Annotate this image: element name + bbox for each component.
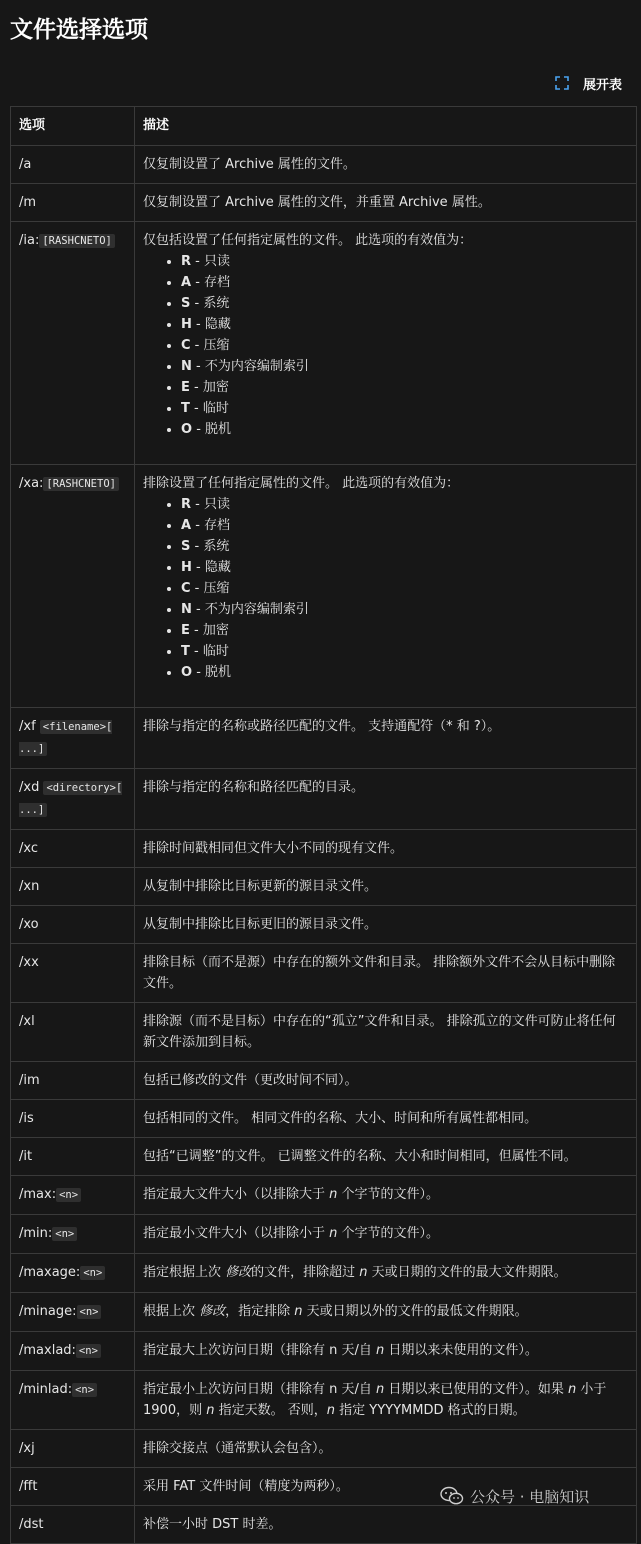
description-text: 排除与指定的名称和路径匹配的目录。 (143, 780, 365, 795)
option-name: /m (19, 195, 37, 210)
option-cell (11, 1371, 135, 1430)
option-name: /im (19, 1073, 40, 1088)
table-row (11, 944, 637, 1003)
option-name: /min: (19, 1226, 53, 1241)
description-cell (135, 1138, 637, 1176)
option-code: <n> (80, 1266, 105, 1280)
list-item: • T - 临时 (181, 398, 626, 419)
description-cell (135, 146, 637, 184)
description-text: 从复制中排除比目标更新的源目录文件。 (143, 879, 378, 894)
description-cell (135, 708, 637, 769)
description-text: 仅复制设置了 Archive 属性的文件，并重置 Archive 属性。 (143, 195, 491, 210)
table-row (11, 1062, 637, 1100)
option-code: <n> (76, 1344, 101, 1358)
option-name: /xc (19, 841, 38, 856)
description-cell (135, 868, 637, 906)
option-name: /xo (19, 917, 39, 932)
description-cell (135, 1430, 637, 1468)
list-item: • N - 不为内容编制索引 (181, 356, 626, 377)
option-cell (11, 1003, 135, 1062)
list-item: • S - 系统 (181, 536, 626, 557)
table-row (11, 1293, 637, 1332)
description-text: 仅复制设置了 Archive 属性的文件。 (143, 157, 356, 172)
option-code: <n> (72, 1383, 97, 1397)
wechat-watermark (440, 1485, 589, 1507)
option-cell (11, 1138, 135, 1176)
list-item: • C - 压缩 (181, 578, 626, 599)
table-row (11, 1138, 637, 1176)
table-row (11, 1003, 637, 1062)
option-cell (11, 944, 135, 1003)
option-code: [RASHCNETO] (43, 477, 119, 491)
list-item: • A - 存档 (181, 515, 626, 536)
description-cell: 指定最小上次访问日期（排除有 n 天/自 n 日期以来已使用的文件）。如果 n 小于 1900，则 n 指定天数。 否则，n 指定 YYYYMMDD 格式的日期。 (135, 1371, 637, 1430)
description-cell (135, 465, 637, 708)
option-cell (11, 1293, 135, 1332)
table-row (11, 1176, 637, 1215)
wechat-icon (440, 1486, 464, 1506)
option-cell (11, 868, 135, 906)
table-row (11, 1215, 637, 1254)
option-name: /maxlad: (19, 1343, 76, 1358)
option-name: /xf (19, 719, 40, 734)
expand-icon (555, 76, 569, 90)
description-cell (135, 1506, 637, 1544)
list-item: • O - 脱机 (181, 419, 626, 440)
list-item: • R - 只读 (181, 251, 626, 272)
list-item: • E - 加密 (181, 620, 626, 641)
list-item: • O - 脱机 (181, 662, 626, 683)
list-item: • R - 只读 (181, 494, 626, 515)
expand-table-button[interactable] (555, 72, 622, 94)
option-cell (11, 1506, 135, 1544)
description-cell (135, 222, 637, 465)
description-text: 补偿一小时 DST 时差。 (143, 1517, 282, 1532)
description-text: 排除目标（而不是源）中存在的额外文件和目录。 排除额外文件不会从目标中删除文件。 (143, 955, 616, 991)
option-name: /ia: (19, 233, 40, 248)
option-code: <n> (52, 1227, 77, 1241)
expand-table-label: 展开表 (583, 77, 623, 93)
option-cell (11, 1468, 135, 1506)
page-title: 文件选择选项 (10, 17, 148, 43)
options-table (10, 106, 637, 1544)
table-row (11, 1332, 637, 1371)
table-row (11, 222, 637, 465)
description-cell (135, 944, 637, 1003)
description-cell (135, 1062, 637, 1100)
option-name: /minlad: (19, 1382, 73, 1397)
table-row (11, 1100, 637, 1138)
option-cell (11, 1332, 135, 1371)
option-name: /minage: (19, 1304, 77, 1319)
description-text: 包括相同的文件。 相同文件的名称、大小、时间和所有属性都相同。 (143, 1111, 538, 1126)
option-name: /fft (19, 1479, 38, 1494)
description-cell (135, 830, 637, 868)
option-cell (11, 465, 135, 708)
attribute-list (143, 251, 626, 440)
description-text: 采用 FAT 文件时间（精度为两秒）。 (143, 1479, 349, 1494)
description-cell: 指定根据上次 修改的文件，排除超过 n 天或日期的文件的最大文件期限。 (135, 1254, 637, 1293)
table-row (11, 1371, 637, 1430)
watermark-text: 公众号 · 电脑知识 (470, 1487, 590, 1506)
list-item: • T - 临时 (181, 641, 626, 662)
option-name: /xd (19, 780, 44, 795)
option-name: /dst (19, 1517, 44, 1532)
description-text: 包括“已调整”的文件。 已调整文件的名称、大小和时间相同，但属性不同。 (143, 1149, 577, 1164)
option-cell (11, 146, 135, 184)
option-cell (11, 1254, 135, 1293)
list-item: • H - 隐藏 (181, 314, 626, 335)
description-text: 仅包括设置了任何指定属性的文件。 此选项的有效值为： (143, 233, 473, 248)
option-code: [RASHCNETO] (39, 234, 115, 248)
option-name: /it (19, 1149, 33, 1164)
description-cell: 指定最大上次访问日期（排除有 n 天/自 n 日期以来未使用的文件）。 (135, 1332, 637, 1371)
table-row (11, 465, 637, 708)
table-row (11, 769, 637, 830)
option-name: /max: (19, 1187, 57, 1202)
option-code: <directory>[ ...] (19, 782, 123, 816)
option-name: /is (19, 1111, 34, 1126)
table-row (11, 868, 637, 906)
option-cell (11, 1100, 135, 1138)
description-cell: 指定最小文件大小（以排除小于 n 个字节的文件）。 (135, 1215, 637, 1254)
column-header-description: 描述 (135, 107, 637, 146)
attribute-list (143, 494, 626, 683)
option-cell (11, 1215, 135, 1254)
description-cell (135, 1100, 637, 1138)
option-cell (11, 906, 135, 944)
description-cell (135, 769, 637, 830)
option-cell (11, 1062, 135, 1100)
table-header-row (11, 107, 637, 146)
option-name: /xj (19, 1441, 35, 1456)
option-cell (11, 708, 135, 769)
table-row (11, 906, 637, 944)
option-name: /a (19, 157, 32, 172)
description-text: 排除源（而不是目标）中存在的“孤立”文件和目录。 排除孤立的文件可防止将任何新文件添加到目标。 (143, 1014, 616, 1050)
option-cell (11, 184, 135, 222)
list-item: • E - 加密 (181, 377, 626, 398)
option-name: /xl (19, 1014, 35, 1029)
option-name: /xa: (19, 476, 44, 491)
description-text: 排除交接点（通常默认会包含）。 (143, 1441, 332, 1456)
description-text: 包括已修改的文件（更改时间不同）。 (143, 1073, 358, 1088)
table-row (11, 184, 637, 222)
list-item: • A - 存档 (181, 272, 626, 293)
description-text: 排除时间戳相同但文件大小不同的现有文件。 (143, 841, 404, 856)
description-cell: 指定最大文件大小（以排除大于 n 个字节的文件）。 (135, 1176, 637, 1215)
column-header-option: 选项 (11, 107, 135, 146)
description-cell (135, 1003, 637, 1062)
option-cell (11, 830, 135, 868)
description-text: 从复制中排除比目标更旧的源目录文件。 (143, 917, 378, 932)
table-row (11, 1506, 637, 1544)
option-name: /xn (19, 879, 40, 894)
list-item: • H - 隐藏 (181, 557, 626, 578)
list-item: • C - 压缩 (181, 335, 626, 356)
option-name: /maxage: (19, 1265, 81, 1280)
description-cell (135, 906, 637, 944)
option-name: /xx (19, 955, 39, 970)
table-row (11, 1254, 637, 1293)
description-text: 排除与指定的名称或路径匹配的文件。 支持通配符（* 和 ?）。 (143, 719, 501, 734)
description-cell: 根据上次 修改，指定排除 n 天或日期以外的文件的最低文件期限。 (135, 1293, 637, 1332)
option-cell (11, 769, 135, 830)
list-item: • N - 不为内容编制索引 (181, 599, 626, 620)
description-cell (135, 184, 637, 222)
option-cell (11, 1176, 135, 1215)
option-code: <filename>[ ...] (19, 721, 113, 755)
table-row (11, 830, 637, 868)
option-code: <n> (77, 1305, 102, 1319)
table-row (11, 708, 637, 769)
list-item: • S - 系统 (181, 293, 626, 314)
description-text: 排除设置了任何指定属性的文件。 此选项的有效值为： (143, 476, 460, 491)
option-cell (11, 1430, 135, 1468)
table-row (11, 146, 637, 184)
table-row (11, 1430, 637, 1468)
option-code: <n> (56, 1188, 81, 1202)
option-cell (11, 222, 135, 465)
